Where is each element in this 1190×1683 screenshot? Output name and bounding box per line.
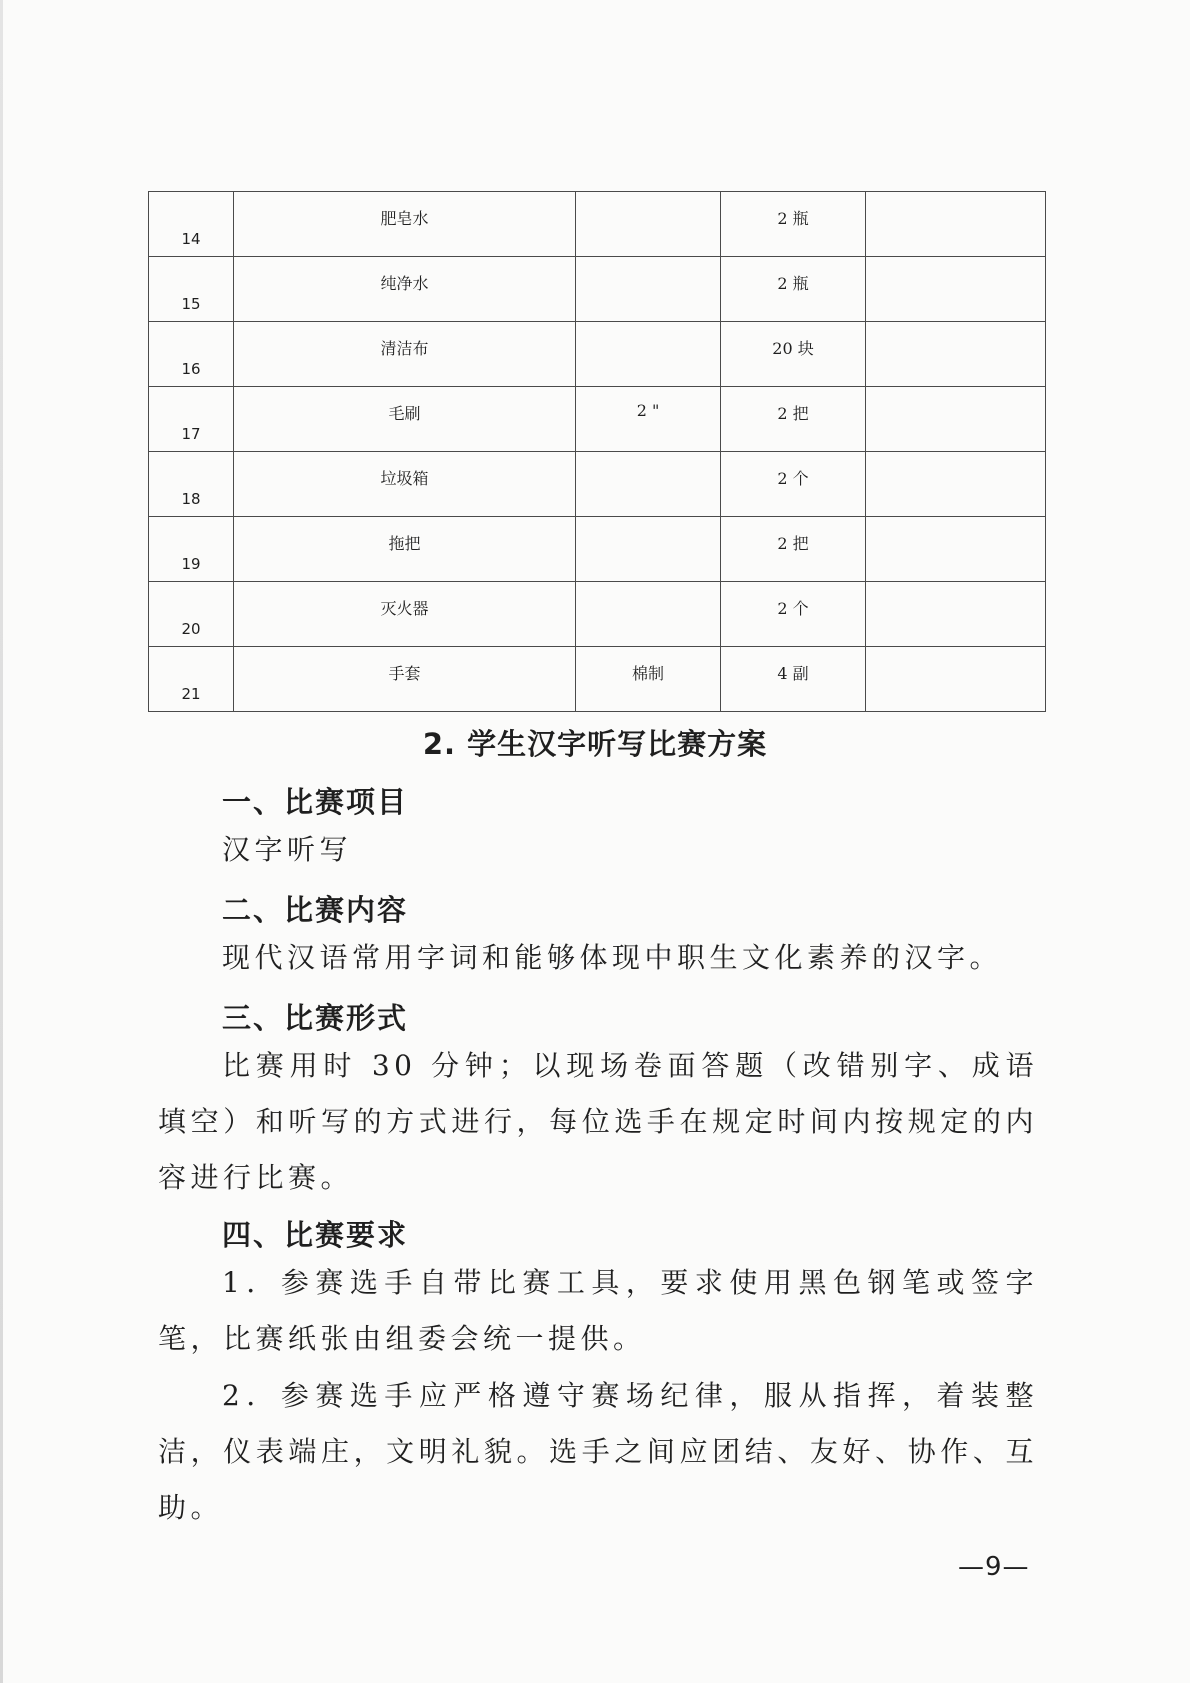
table-row bbox=[149, 517, 1046, 582]
row-number: 14 bbox=[149, 192, 234, 257]
item-name: 垃圾箱 bbox=[234, 452, 576, 517]
item-name: 肥皂水 bbox=[234, 192, 576, 257]
item-quantity: 2 把 bbox=[721, 517, 866, 582]
item-quantity: 2 把 bbox=[721, 387, 866, 452]
item-name: 灭火器 bbox=[234, 582, 576, 647]
item-spec bbox=[576, 322, 721, 387]
paragraph-competition-content: 现代汉语常用字词和能够体现中职生文化素养的汉字。 bbox=[222, 941, 1003, 974]
table-row bbox=[149, 257, 1046, 322]
row-number: 16 bbox=[149, 322, 234, 387]
paragraph-competition-format: 比赛用时 30 分钟；以现场卷面答题（改错别字、成语填空）和听写的方式进行，每位选手在规定时间内按规定的内容进行比赛。 bbox=[158, 1049, 1038, 1194]
paragraph-requirement-1: 1．参赛选手自带比赛工具，要求使用黑色钢笔或签字笔，比赛纸张由组委会统一提供。 bbox=[158, 1266, 1038, 1355]
page-edge bbox=[0, 0, 3, 1683]
item-note bbox=[866, 582, 1046, 647]
item-spec bbox=[576, 582, 721, 647]
item-note bbox=[866, 192, 1046, 257]
item-quantity: 2 个 bbox=[721, 452, 866, 517]
heading-competition-requirements: 四、比赛要求 bbox=[222, 1218, 409, 1252]
table-row bbox=[149, 387, 1046, 452]
row-number: 21 bbox=[149, 647, 234, 712]
item-note bbox=[866, 647, 1046, 712]
heading-competition-content: 二、比赛内容 bbox=[222, 893, 409, 927]
table-row bbox=[149, 582, 1046, 647]
heading-competition-format: 三、比赛形式 bbox=[222, 1001, 409, 1035]
row-number: 15 bbox=[149, 257, 234, 322]
item-quantity: 2 瓶 bbox=[721, 257, 866, 322]
table-row bbox=[149, 452, 1046, 517]
item-name: 清洁布 bbox=[234, 322, 576, 387]
item-spec: 棉制 bbox=[576, 647, 721, 712]
item-name: 纯净水 bbox=[234, 257, 576, 322]
table-row bbox=[149, 322, 1046, 387]
table-row bbox=[149, 192, 1046, 257]
item-name: 毛刷 bbox=[234, 387, 576, 452]
paragraph-requirement-2: 2．参赛选手应严格遵守赛场纪律，服从指挥，着装整洁，仪表端庄，文明礼貌。选手之间应团结、友好、协作、互助。 bbox=[158, 1379, 1038, 1524]
item-name: 手套 bbox=[234, 647, 576, 712]
item-spec bbox=[576, 517, 721, 582]
item-spec: 2 " bbox=[576, 387, 721, 452]
item-note bbox=[866, 257, 1046, 322]
item-note bbox=[866, 517, 1046, 582]
equipment-table-body bbox=[149, 192, 1046, 712]
item-spec bbox=[576, 452, 721, 517]
item-quantity: 2 个 bbox=[721, 582, 866, 647]
row-number: 19 bbox=[149, 517, 234, 582]
paragraph-competition-item: 汉字听写 bbox=[222, 833, 353, 866]
item-quantity: 4 副 bbox=[721, 647, 866, 712]
heading-competition-item: 一、比赛项目 bbox=[222, 785, 409, 819]
table-row bbox=[149, 647, 1046, 712]
section-title: 2. 学生汉字听写比赛方案 bbox=[422, 727, 768, 761]
item-spec bbox=[576, 257, 721, 322]
item-note bbox=[866, 387, 1046, 452]
row-number: 18 bbox=[149, 452, 234, 517]
item-quantity: 20 块 bbox=[721, 322, 866, 387]
item-name: 拖把 bbox=[234, 517, 576, 582]
row-number: 17 bbox=[149, 387, 234, 452]
item-note bbox=[866, 322, 1046, 387]
row-number: 20 bbox=[149, 582, 234, 647]
item-spec bbox=[576, 192, 721, 257]
page-number: —9— bbox=[958, 1552, 1030, 1582]
item-note bbox=[866, 452, 1046, 517]
item-quantity: 2 瓶 bbox=[721, 192, 866, 257]
equipment-table bbox=[148, 191, 1046, 712]
